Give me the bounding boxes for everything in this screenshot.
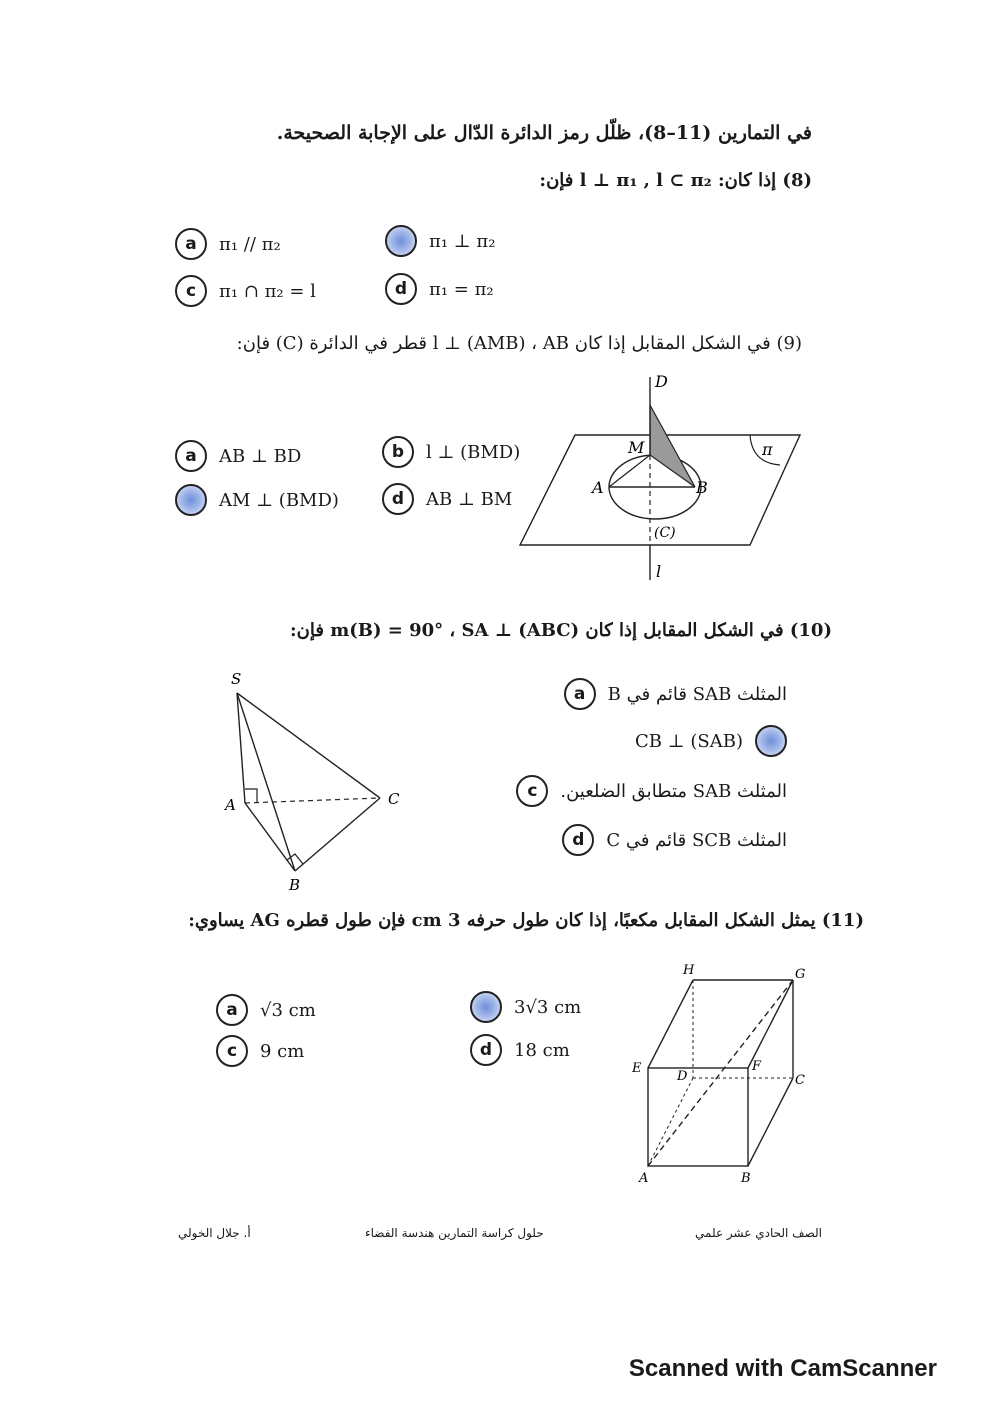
label-a: A [639, 1171, 649, 1185]
q11-option-c[interactable] [216, 1032, 304, 1070]
option-text: المثلث SAB قائم في B [607, 683, 787, 705]
option-bubble[interactable]: a [216, 994, 248, 1026]
option-text: المثلث SCB قائم في C [606, 829, 787, 851]
option-text: π₁ = π₂ [429, 278, 494, 300]
label-pi: π [762, 440, 773, 459]
label-d: D [677, 1069, 688, 1084]
option-bubble[interactable]: a [175, 228, 207, 260]
label-a: A [225, 796, 236, 814]
label-b: B [741, 1171, 751, 1185]
option-bubble[interactable]: c [516, 775, 548, 807]
q10-option-c[interactable] [516, 772, 787, 810]
label-b: B [289, 876, 301, 893]
edge-fg [748, 980, 793, 1068]
option-bubble[interactable]: d [562, 824, 594, 856]
edge-bc [748, 1078, 793, 1166]
option-text: √3 cm [260, 999, 316, 1021]
label-l: l [656, 562, 662, 581]
q8-option-a[interactable] [175, 225, 281, 263]
footer-author: أ. جلال الخولي [178, 1226, 251, 1240]
label-h: H [683, 963, 695, 978]
label-b: B [696, 478, 708, 497]
option-bubble-selected[interactable] [470, 991, 502, 1023]
label-c: C [388, 790, 400, 808]
q10-option-a[interactable] [564, 675, 787, 713]
q9-option-c[interactable] [175, 481, 339, 519]
option-text: 18 cm [514, 1039, 570, 1061]
label-c: (C) [654, 525, 676, 541]
triangle-dmb [650, 405, 695, 487]
q9-prompt: (9) في الشكل المقابل إذا كان l ⊥ (AMB) ، AB قطر في الدائرة (C) فإن: [236, 333, 802, 354]
q9-figure [500, 365, 820, 590]
option-bubble[interactable]: d [385, 273, 417, 305]
option-bubble-selected[interactable] [755, 725, 787, 757]
right-angle-a [245, 789, 257, 803]
label-d: D [655, 372, 668, 391]
option-text: 9 cm [260, 1040, 305, 1062]
edge-sc [237, 693, 380, 798]
q11-figure [625, 960, 820, 1185]
option-text: π₁ ∩ π₂ = l [219, 280, 316, 302]
option-text: المثلث SAB متطابق الضلعين. [560, 780, 787, 802]
option-text: AB ⊥ BM [426, 488, 513, 510]
option-bubble[interactable]: a [564, 678, 596, 710]
option-text: 3√3 cm [514, 996, 582, 1018]
q11-prompt: (11) يمثل الشكل المقابل مكعبًا، إذا كان طول حرفه 3 cm فإن طول قطره AG يساوي: [188, 910, 864, 931]
option-text: l ⊥ (BMD) [426, 441, 521, 463]
edge-sa [237, 693, 245, 803]
front-face [648, 1068, 748, 1166]
q9-option-d[interactable] [382, 480, 512, 518]
edge-bc [295, 798, 380, 871]
q11-option-d[interactable] [470, 1031, 570, 1069]
label-e: E [632, 1061, 642, 1076]
q8-option-c[interactable] [175, 272, 316, 310]
footer-grade: الصف الحادي عشر علمي [695, 1226, 822, 1240]
option-bubble-selected[interactable] [175, 484, 207, 516]
q11-option-a[interactable] [216, 991, 316, 1029]
q11-option-b[interactable] [470, 988, 581, 1026]
label-g: G [795, 967, 806, 982]
option-text: AM ⊥ (BMD) [219, 489, 339, 511]
edge-ad-hidden [648, 1078, 693, 1166]
edge-eh [648, 980, 693, 1068]
q9-option-a[interactable] [175, 437, 301, 475]
label-f: F [752, 1059, 762, 1074]
edge-ac-hidden [245, 798, 380, 803]
footer-title: حلول كراسة التمارين هندسة الفضاء [365, 1226, 544, 1240]
option-bubble[interactable]: d [382, 483, 414, 515]
option-bubble[interactable]: d [470, 1034, 502, 1066]
option-text: π₁ // π₂ [219, 233, 281, 255]
option-bubble[interactable]: c [175, 275, 207, 307]
edge-sb [237, 693, 295, 871]
option-bubble[interactable]: b [382, 436, 414, 468]
option-text: π₁ ⊥ π₂ [429, 230, 496, 252]
q10-option-d[interactable] [562, 821, 787, 859]
q10-figure [215, 668, 415, 893]
option-text: AB ⊥ BD [219, 445, 302, 467]
q8-option-b[interactable] [385, 222, 495, 260]
camscanner-watermark: Scanned with CamScanner [628, 1355, 937, 1382]
option-bubble[interactable]: c [216, 1035, 248, 1067]
q10-prompt: (10) في الشكل المقابل إذا كان m(B) = 90° ، SA ⊥ (ABC) فإن: [289, 620, 832, 641]
option-bubble[interactable]: a [175, 440, 207, 472]
q8-option-d[interactable] [385, 270, 494, 308]
edge-ab [245, 803, 295, 871]
q8-prompt: (8) إذا كان: l ⊥ π₁ , l ⊂ π₂ فإن: [539, 170, 812, 191]
diagonal-ag [648, 980, 793, 1166]
label-c: C [795, 1073, 805, 1088]
q10-option-b[interactable] [635, 722, 787, 760]
option-text: CB ⊥ (SAB) [635, 730, 743, 752]
label-a: A [592, 478, 604, 497]
instructions-heading: في التمارين (11–8)، ظلّل رمز الدائرة الدّال على الإجابة الصحيحة. [276, 122, 812, 144]
label-m: M [628, 438, 645, 457]
option-bubble-selected[interactable] [385, 225, 417, 257]
label-s: S [231, 670, 242, 688]
